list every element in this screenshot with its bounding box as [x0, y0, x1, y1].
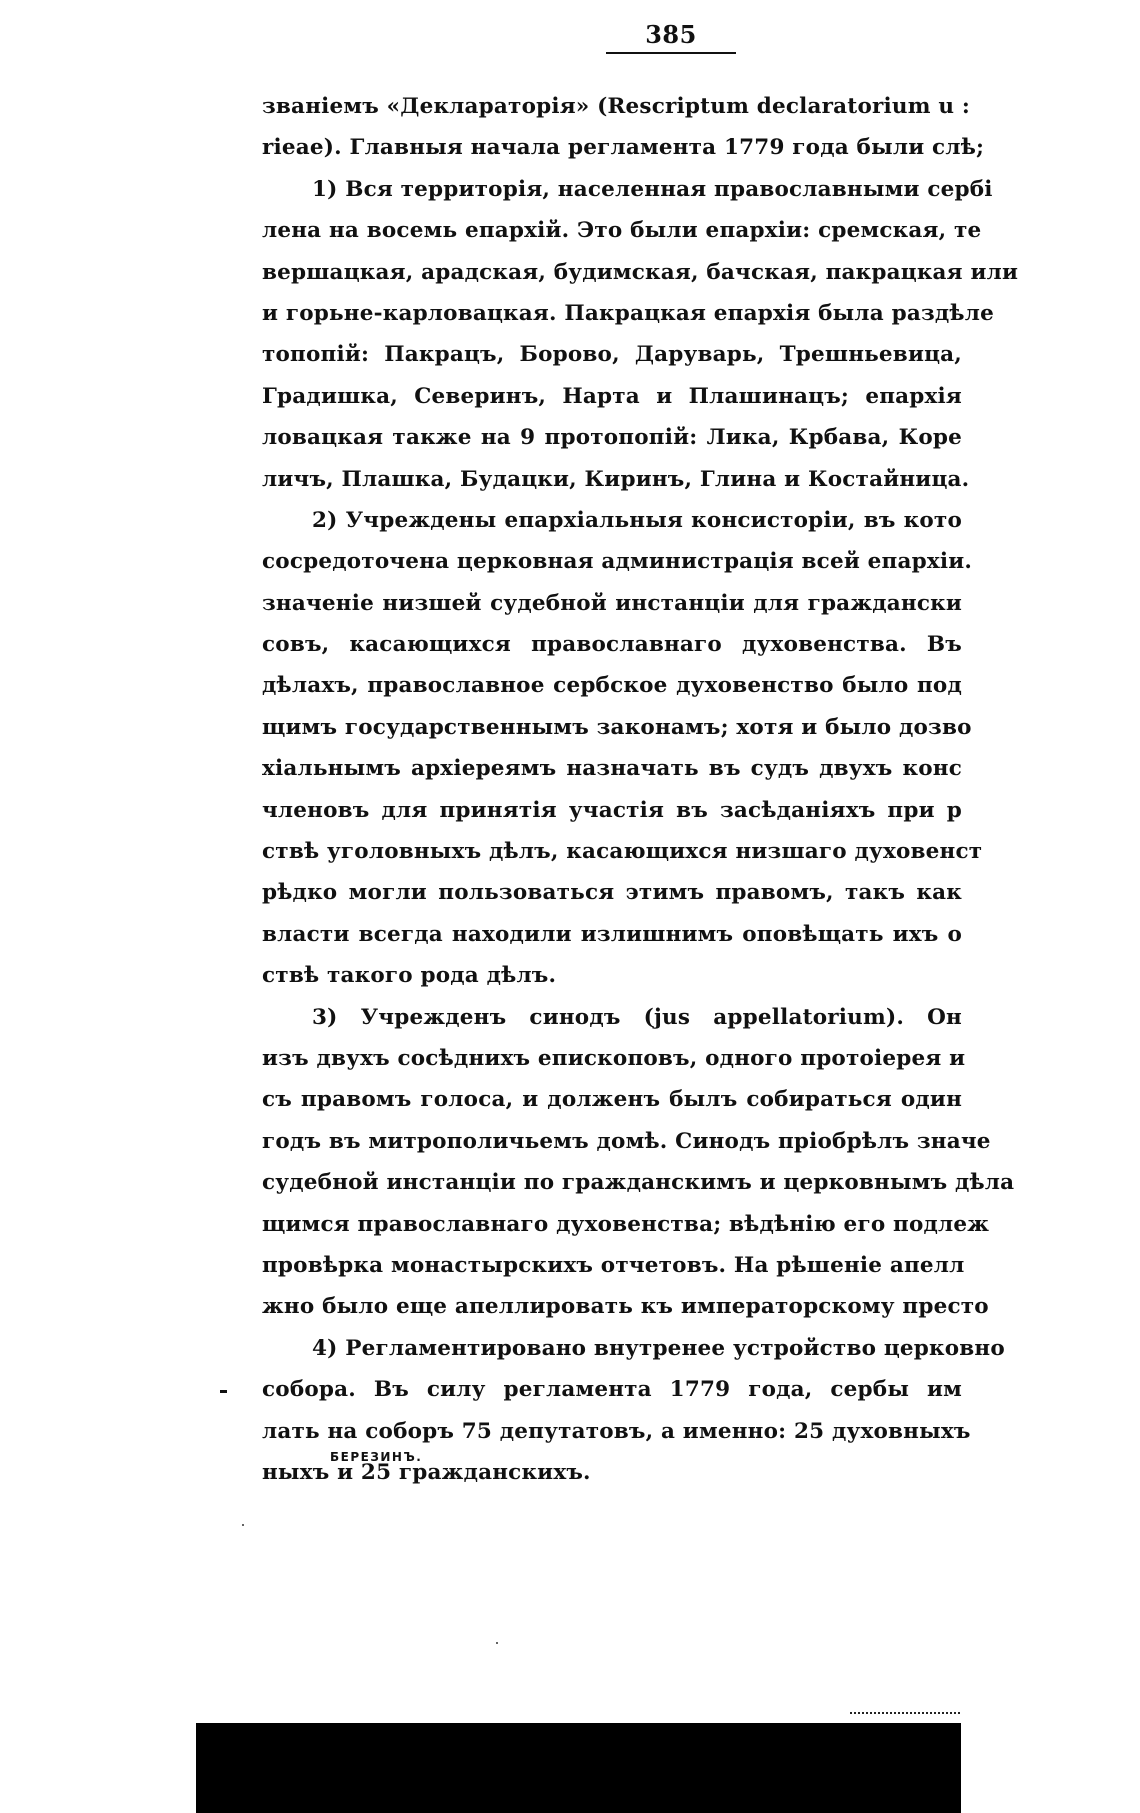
scan-speck [496, 1642, 498, 1644]
text-line: Градишка, Северинъ, Нарта и Плашинацъ; епархія [262, 383, 962, 409]
printer-signature: БЕРЕЗИНЪ. [330, 1450, 423, 1464]
text-line: власти всегда находили излишнимъ оповѣщать ихъ о [262, 921, 962, 947]
text-line: провѣрка монастырскихъ отчетовъ. На рѣшеніе апелл [262, 1252, 965, 1278]
text-line: лена на восемь епархій. Это были епархіи: сремская, те [262, 218, 982, 244]
page-number: 385 [606, 20, 736, 54]
text-line: щимся православнаго духовенства; вѣдѣнію его подлеж [262, 1211, 990, 1237]
text-line: личъ, Плашка, Будацки, Киринъ, Глина и Костайница. [262, 466, 970, 492]
text-line: щимъ государственнымъ законамъ; хотя и было дозво [262, 714, 972, 740]
paragraph-1-start: 1) Вся территорія, населенная православными сербі [312, 176, 993, 202]
text-line: изъ двухъ сосѣднихъ епископовъ, одного протоіерея и [262, 1045, 966, 1071]
text-line: судебной инстанціи по гражданскимъ и церковнымъ дѣла [262, 1170, 1015, 1196]
scan-speck [242, 1524, 244, 1526]
text-line: rieae). Главныя начала регламента 1779 года были слѣ; [262, 135, 985, 161]
scan-black-border [196, 1723, 961, 1813]
text-line: вершацкая, арадская, будимская, бачская, пакрацкая или [262, 259, 1019, 285]
text-line: топопій: Пакрацъ, Борово, Даруварь, Трешньевица, [262, 342, 962, 368]
text-line: ныхъ и 25 гражданскихъ. [262, 1459, 591, 1485]
text-line: значеніе низшей судебной инстанціи для граждански [262, 590, 962, 616]
text-line: званіемъ «Деклараторія» (Rescriptum declaratorium u : [262, 94, 970, 119]
paragraph-3-start: 3) Учрежденъ синодъ (jus appellatorium). Он [312, 1004, 962, 1030]
text-line: членовъ для принятія участія въ засѣданіяхъ при р [262, 797, 962, 823]
text-line: и горьне-карловацкая. Пакрацкая епархія была раздѣле [262, 300, 994, 326]
text-line: совъ, касающихся православнаго духовенства. Въ [262, 632, 962, 658]
text-line: ловацкая также на 9 протопопій: Лика, Крбава, Коре [262, 425, 962, 451]
text-line: рѣдко могли пользоваться этимъ правомъ, такъ как [262, 880, 962, 906]
text-line: собора. Въ силу регламента 1779 года, сербы им [262, 1377, 962, 1403]
text-line: лать на соборъ 75 депутатовъ, а именно: 25 духовныхъ [262, 1418, 971, 1444]
text-line: годъ въ митрополичьемъ домѣ. Синодъ пріобрѣлъ значе [262, 1128, 991, 1154]
text-line: ствѣ такого рода дѣлъ. [262, 963, 557, 989]
text-line: съ правомъ голоса, и долженъ былъ собираться один [262, 1087, 962, 1113]
text-line: ствѣ уголовныхъ дѣлъ, касающихся низшаго духовенст [262, 839, 983, 865]
text-line: сосредоточена церковная администрація всей епархіи. [262, 549, 973, 575]
text-line: дѣлахъ, православное сербское духовенство было под [262, 673, 962, 699]
margin-mark [220, 1390, 227, 1393]
text-line: жно было еще апеллировать къ императорскому престо [262, 1294, 989, 1320]
scan-dotted-edge [850, 1712, 960, 1717]
paragraph-4-start: 4) Регламентировано внутренее устройство церковно [312, 1335, 1005, 1361]
paragraph-2-start: 2) Учреждены епархіальныя консисторіи, въ кото [312, 507, 962, 533]
text-line: хіальнымъ архіереямъ назначать въ судъ двухъ конс [262, 756, 962, 782]
